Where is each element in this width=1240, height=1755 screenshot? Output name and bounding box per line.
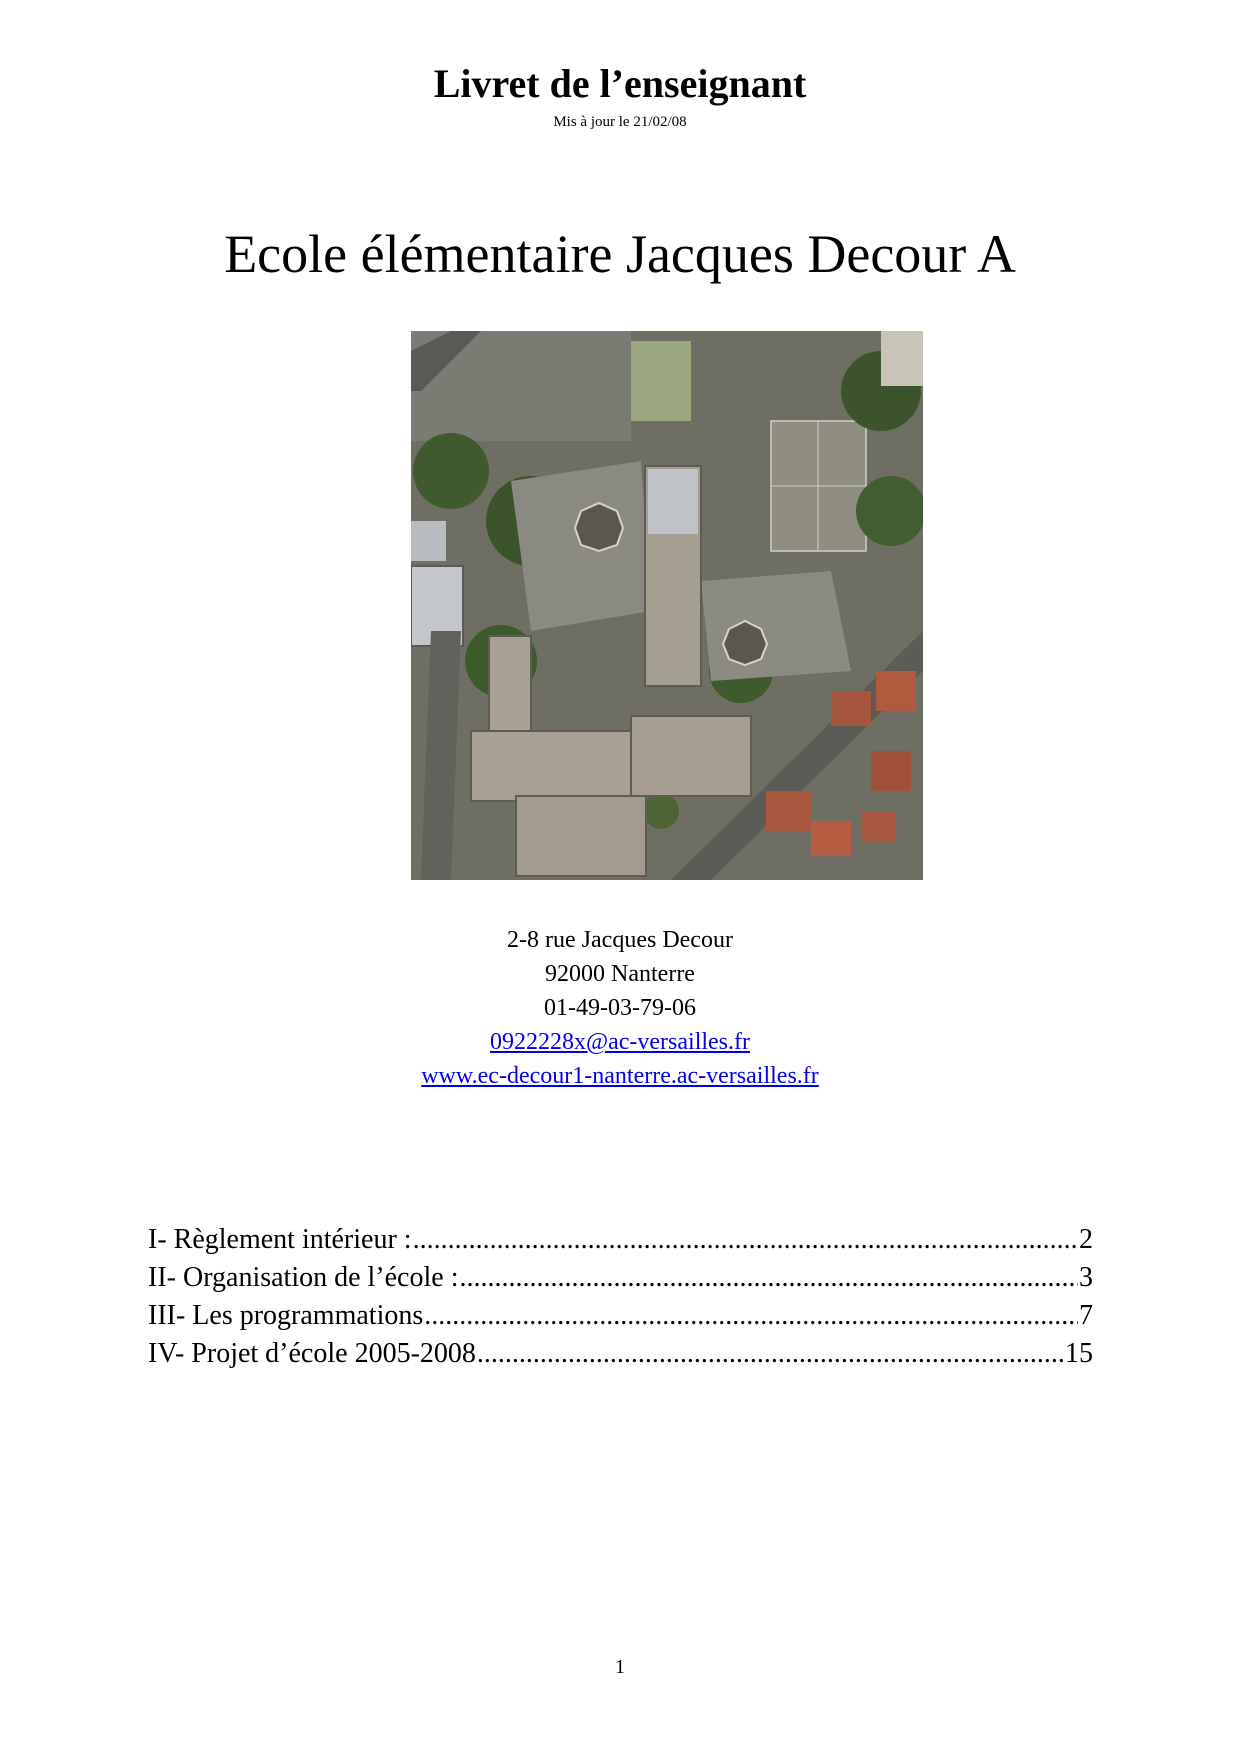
toc-leader bbox=[424, 1297, 1078, 1335]
toc-leader bbox=[413, 1221, 1078, 1259]
toc-page: 15 bbox=[1065, 1338, 1093, 1369]
toc-page: 7 bbox=[1079, 1300, 1093, 1331]
address-street: 2-8 rue Jacques Decour bbox=[507, 927, 733, 953]
phone-number: 01-49-03-79-06 bbox=[544, 995, 696, 1021]
toc-entry-reglement[interactable] bbox=[148, 1221, 1093, 1259]
address-city: 92000 Nanterre bbox=[545, 961, 695, 987]
website-link[interactable]: www.ec-decour1-nanterre.ac-versailles.fr bbox=[421, 1063, 819, 1089]
toc-page: 3 bbox=[1079, 1262, 1093, 1293]
table-of-contents bbox=[148, 1221, 1093, 1373]
aerial-photo bbox=[411, 331, 923, 880]
toc-label: I- Règlement intérieur : bbox=[148, 1224, 412, 1255]
page-number: 1 bbox=[615, 1656, 625, 1678]
aerial-photo-illustration bbox=[411, 331, 923, 880]
toc-label: II- Organisation de l’école : bbox=[148, 1262, 459, 1293]
toc-leader bbox=[477, 1335, 1064, 1373]
school-name: Ecole élémentaire Jacques Decour A bbox=[224, 224, 1016, 284]
toc-entry-programmations[interactable] bbox=[148, 1297, 1093, 1335]
update-date: Mis à jour le 21/02/08 bbox=[553, 114, 687, 130]
document-title: Livret de l’enseignant bbox=[433, 61, 807, 106]
toc-leader bbox=[459, 1259, 1078, 1297]
email-link[interactable]: 0922228x@ac-versailles.fr bbox=[489, 1029, 750, 1055]
toc-entry-organisation[interactable] bbox=[148, 1259, 1093, 1297]
toc-label: III- Les programmations bbox=[148, 1300, 424, 1331]
toc-page: 2 bbox=[1079, 1224, 1093, 1255]
toc-label: IV- Projet d’école 2005-2008 bbox=[148, 1338, 476, 1369]
toc-entry-projet[interactable] bbox=[148, 1335, 1093, 1373]
